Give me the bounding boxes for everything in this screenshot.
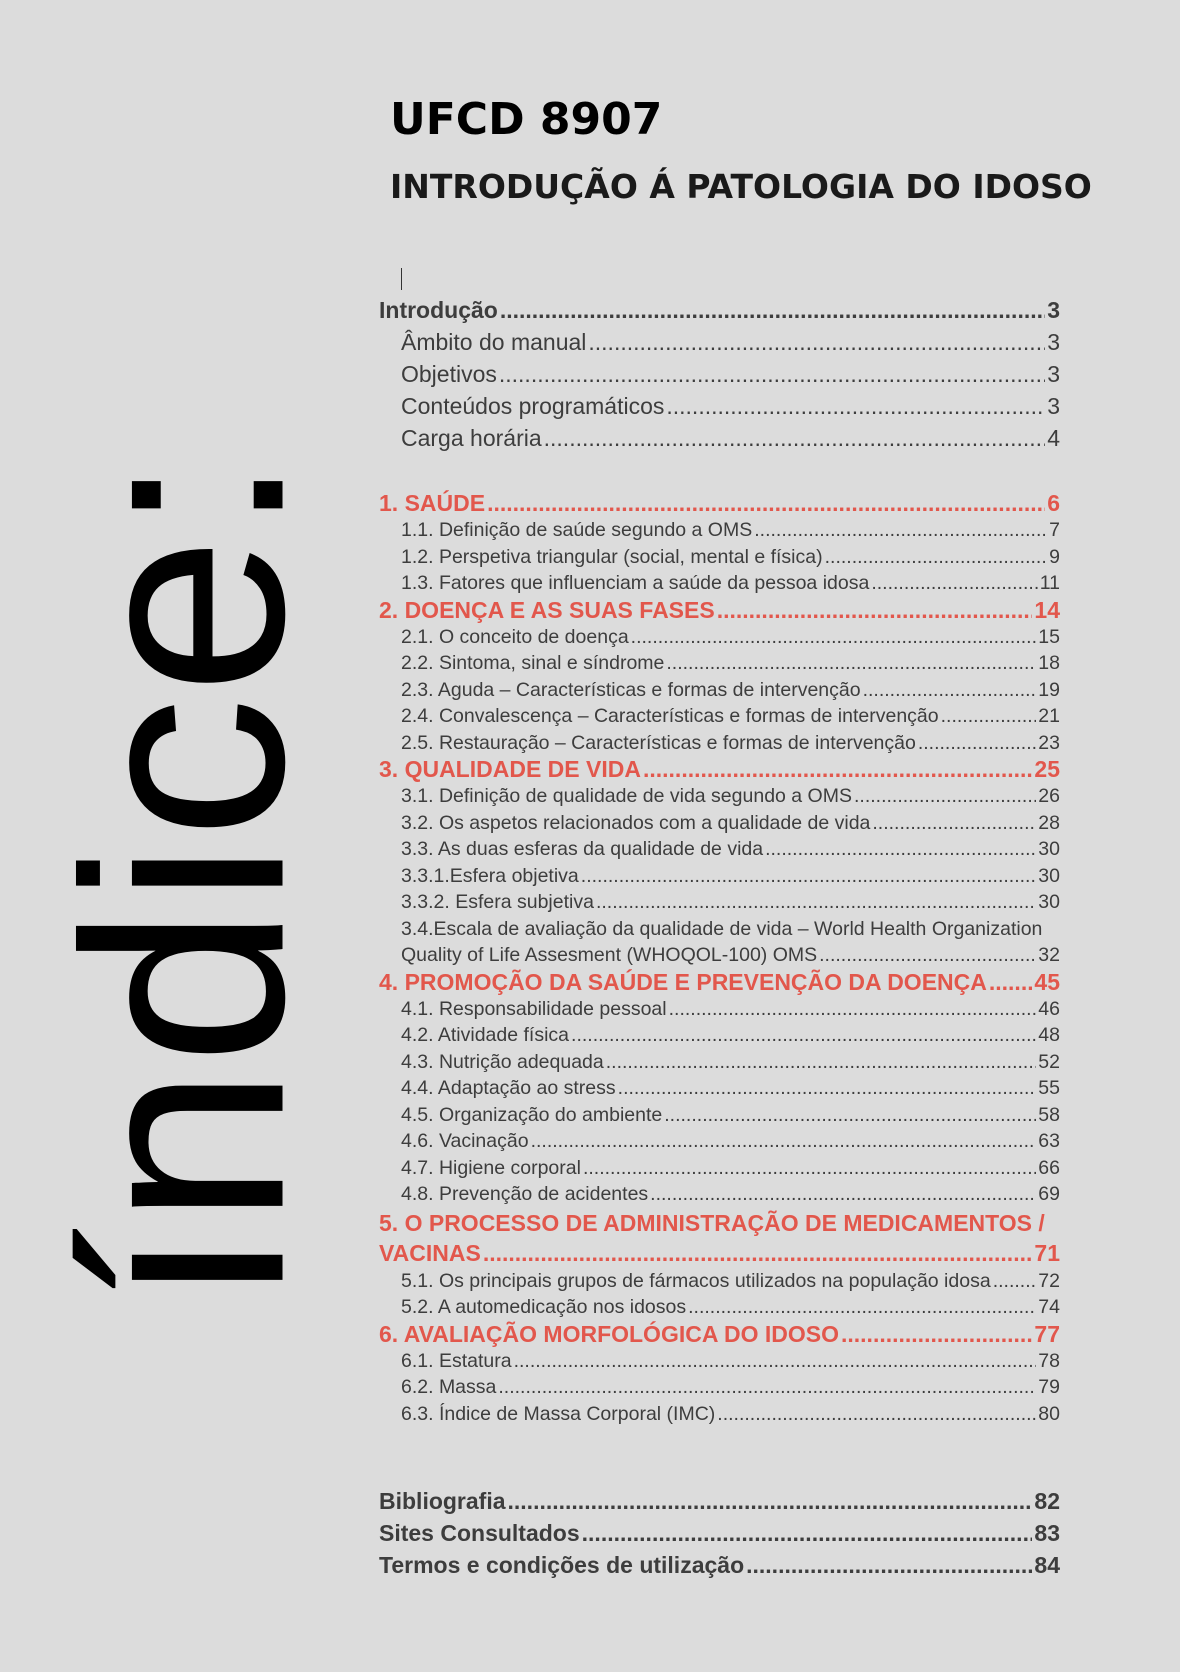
toc-page-number: 63 [1038,1130,1060,1152]
toc-chapter-4[interactable] [379,969,1060,996]
toc-page-number: 28 [1038,811,1060,834]
toc-page-number: 19 [1038,678,1060,701]
toc-entry-label: Termos e condições de utilização [379,1552,745,1578]
toc-entry-label: Conteúdos programáticos [401,393,665,419]
toc-entry-label: 3.2. Os aspetos relacionados com a qualidade de vida [401,811,871,834]
toc-chapter-5[interactable] [379,1208,1060,1268]
toc-entry[interactable] [379,1102,1060,1129]
toc-entry[interactable] [379,1075,1060,1102]
toc-page-number: 11 [1039,572,1060,594]
dot-leader [863,677,1037,704]
toc-entry[interactable] [379,517,1060,544]
toc-entry[interactable] [379,1022,1060,1049]
toc-chapter-line2 [379,1238,1060,1268]
toc-entry[interactable] [379,1294,1060,1321]
dot-leader [582,1517,1033,1549]
toc-page-number: 80 [1038,1402,1060,1425]
toc-page-number: 58 [1038,1103,1060,1126]
toc-page-number: 3 [1047,297,1060,323]
toc-page-number: 77 [1034,1320,1060,1347]
toc-page-number: 46 [1038,997,1060,1020]
dot-leader [918,730,1036,757]
toc-entry-label: 3.3.2. Esfera subjetiva [401,891,594,913]
toc-entry-label: 4.2. Atividade física [401,1024,570,1046]
toc-entry[interactable] [379,863,1060,890]
toc-entry[interactable] [379,703,1060,730]
toc-entry-label: 4.7. Higiene corporal [401,1156,581,1179]
toc-page-number: 14 [1034,596,1060,623]
toc-page-number: 30 [1038,864,1060,887]
dot-leader [841,1321,1032,1348]
toc-entry[interactable] [379,677,1060,704]
toc-entry-label: Objetivos [401,361,497,387]
toc-page-number: 52 [1038,1050,1060,1073]
dot-leader [819,942,1036,969]
toc-entry[interactable] [379,650,1060,677]
course-title: INTRODUÇÃO Á PATOLOGIA DO IDOSO [390,167,1092,206]
toc-page-number: 30 [1038,838,1060,860]
side-title: índice: [25,453,344,1307]
toc-entry-label: Carga horária [401,425,542,451]
toc-entry-bibliografia[interactable] [379,1485,1060,1517]
toc-entry-label: Introdução [379,297,498,323]
toc-page-number: 82 [1034,1488,1060,1514]
toc-page-number: 30 [1038,891,1060,913]
toc-chapter-label-line1: 5. O PROCESSO DE ADMINISTRAÇÃO DE MEDICAMENTOS / [379,1209,1045,1236]
dot-leader [941,703,1037,730]
toc-page-number: 78 [1038,1349,1060,1372]
toc-entry-sites-consultados[interactable] [379,1517,1060,1549]
dot-leader [514,1348,1037,1375]
toc-entry[interactable] [379,326,1060,358]
toc-entry-line2 [379,942,1060,969]
toc-page-number: 84 [1034,1552,1060,1578]
toc-page-number: 79 [1038,1376,1060,1398]
toc-entry[interactable] [379,358,1060,390]
toc-page-number: 45 [1034,968,1060,995]
toc-entry[interactable] [379,1181,1060,1208]
toc-chapter-label: 6. AVALIAÇÃO MORFOLÓGICA DO IDOSO [379,1320,839,1347]
toc-page-number: 21 [1038,705,1060,727]
toc-entry-label-line1: 3.4.Escala de avaliação da qualidade de vida – World Health Organization [401,917,1043,940]
toc-entry-label: 4.6. Vacinação [401,1130,529,1152]
toc-entry[interactable] [379,996,1060,1023]
toc-entry[interactable] [379,390,1060,422]
dot-leader [631,624,1037,651]
toc-page-number: 23 [1038,731,1060,754]
toc-page-number: 55 [1038,1077,1060,1099]
dot-leader [596,889,1036,916]
toc-entry-label: 4.1. Responsabilidade pessoal [401,997,667,1020]
dot-leader [508,1485,1033,1517]
toc-chapter-label: 4. PROMOÇÃO DA SAÚDE E PREVENÇÃO DA DOENÇA [379,968,987,995]
dot-leader [717,1401,1036,1428]
toc-entry-label: 5.2. A automedicação nos idosos [401,1296,687,1318]
toc-entry[interactable] [379,624,1060,651]
toc-entry-label: 6.1. Estatura [401,1349,512,1372]
toc-entry-label: 2.4. Convalescença – Características e formas de intervenção [401,705,939,727]
dot-leader [669,996,1037,1023]
toc-chapter-label: 2. DOENÇA E AS SUAS FASES [379,596,715,623]
toc-entry-label: 4.8. Prevenção de acidentes [401,1183,649,1205]
toc-entry[interactable] [379,1128,1060,1155]
toc-entry-label: 3.1. Definição de qualidade de vida segundo a OMS [401,785,852,807]
toc-entry-label: 6.3. Índice de Massa Corporal (IMC) [401,1402,716,1425]
toc-page-number: 83 [1034,1520,1060,1546]
toc-page-number: 69 [1038,1183,1060,1205]
toc-entry[interactable] [379,1401,1060,1428]
toc-entry[interactable] [379,783,1060,810]
toc-entry-label: 4.5. Organização do ambiente [401,1103,663,1126]
toc-page-number: 7 [1049,519,1060,541]
toc-entry[interactable] [379,889,1060,916]
dot-leader [666,390,1045,422]
toc-page-number: 32 [1038,944,1060,966]
toc-page-number: 4 [1047,425,1060,451]
toc-chapter-2[interactable] [379,597,1060,624]
toc-page-number: 6 [1047,490,1060,516]
toc-entry[interactable] [379,570,1060,597]
table-of-contents [379,294,1060,1581]
toc-entry-label: 1.2. Perspetiva triangular (social, mental e física) [401,545,823,568]
dot-leader [688,1294,1036,1321]
toc-entry-label: 2.1. O conceito de doença [401,625,629,648]
dot-leader [871,570,1037,597]
toc-entry-wrapped[interactable] [379,916,1060,969]
dot-leader [765,836,1036,863]
dot-leader [483,1238,1033,1268]
toc-page-number: 48 [1038,1024,1060,1046]
toc-entry-label: 2.5. Restauração – Características e formas de intervenção [401,731,916,754]
dot-leader [872,810,1036,837]
toc-entry[interactable] [379,730,1060,757]
toc-page-number: 3 [1047,393,1060,419]
dot-leader [754,517,1047,544]
toc-entry[interactable] [379,836,1060,863]
dot-leader [571,1022,1036,1049]
dot-leader [989,969,1033,996]
toc-chapter-3[interactable] [379,756,1060,783]
dot-leader [500,294,1045,326]
dot-leader [664,1102,1036,1129]
toc-chapter-label: 3. QUALIDADE DE VIDA [379,756,641,782]
toc-page-number: 26 [1038,785,1060,807]
toc-entry-label: 4.4. Adaptação ao stress [401,1077,616,1099]
toc-entry-label: 6.2. Massa [401,1376,497,1398]
toc-entry-label: Bibliografia [379,1488,506,1514]
toc-entry-label-line2: Quality of Life Assesment (WHOQOL-100) OMS [401,944,818,966]
dot-leader [717,597,1033,624]
dot-leader [606,1049,1037,1076]
toc-chapter-6[interactable] [379,1321,1060,1348]
dot-leader [746,1549,1032,1581]
dot-leader [487,490,1045,517]
toc-page-number: 3 [1047,361,1060,387]
toc-entry[interactable] [379,1374,1060,1401]
dot-leader [650,1181,1036,1208]
toc-entry-label: Âmbito do manual [401,329,587,355]
unit-code: UFCD 8907 [390,94,663,145]
toc-page-number: 9 [1049,545,1060,568]
toc-entry-label: 4.3. Nutrição adequada [401,1050,604,1073]
dot-leader [583,1155,1036,1182]
toc-page-number: 18 [1038,652,1060,674]
toc-page-number: 72 [1038,1269,1060,1292]
spacer [379,454,1060,490]
dot-leader [544,422,1046,454]
toc-entry-label: 2.2. Sintoma, sinal e síndrome [401,652,665,674]
dot-leader [531,1128,1037,1155]
spacer [379,1427,1060,1485]
dot-leader [825,544,1048,571]
toc-entry[interactable] [379,422,1060,454]
toc-page-number: 74 [1038,1296,1060,1318]
toc-entry-label: 2.3. Aguda – Características e formas de intervenção [401,678,861,701]
toc-entry-label: 5.1. Os principais grupos de fármacos utilizados na população idosa [401,1269,991,1292]
toc-entry-label: 1.3. Fatores que influenciam a saúde da pessoa idosa [401,572,870,594]
toc-entry-label: 3.3.1.Esfera objetiva [401,864,579,887]
toc-entry[interactable] [379,1348,1060,1375]
dot-leader [854,783,1036,810]
toc-entry-introducao[interactable] [379,294,1060,326]
toc-entry[interactable] [379,1049,1060,1076]
toc-entry-label: Sites Consultados [379,1520,580,1546]
toc-entry-label: 3.3. As duas esferas da qualidade de vida [401,838,764,860]
dot-leader [993,1268,1037,1295]
toc-chapter-label-line2: VACINAS [379,1239,481,1266]
toc-entry[interactable] [379,810,1060,837]
dot-leader [498,1374,1036,1401]
text-cursor [401,268,402,290]
dot-leader [666,650,1036,677]
toc-entry[interactable] [379,1155,1060,1182]
toc-page-number: 71 [1034,1239,1060,1266]
toc-entry[interactable] [379,544,1060,571]
dot-leader [588,326,1045,358]
toc-page-number: 66 [1038,1156,1060,1179]
dot-leader [581,863,1037,890]
toc-page-number: 3 [1047,329,1060,355]
toc-entry-label: 1.1. Definição de saúde segundo a OMS [401,519,753,541]
dot-leader [618,1075,1037,1102]
dot-leader [643,756,1032,783]
toc-chapter-1[interactable] [379,490,1060,517]
dot-leader [499,358,1045,390]
toc-entry[interactable] [379,1268,1060,1295]
toc-page-number: 15 [1038,625,1060,648]
toc-entry-termos[interactable] [379,1549,1060,1581]
toc-chapter-label: 1. SAÚDE [379,490,486,516]
document-header [390,90,1092,212]
toc-page-number: 25 [1034,756,1060,782]
